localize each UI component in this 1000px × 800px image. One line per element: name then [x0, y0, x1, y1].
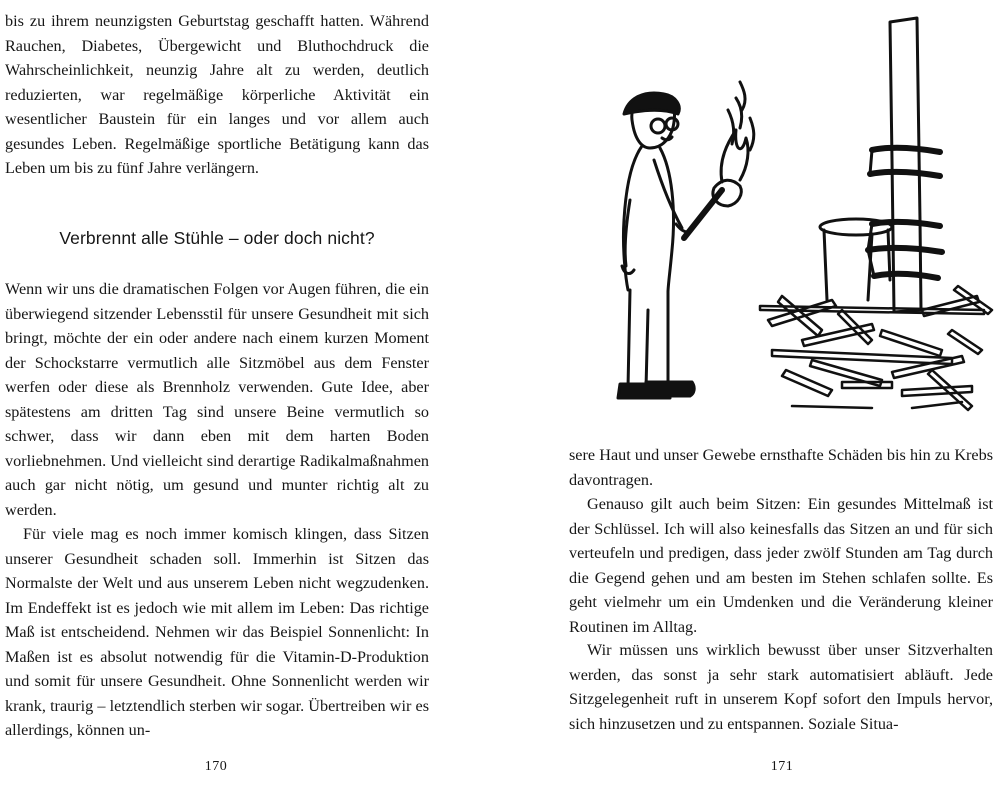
left-paragraph-3: Für viele mag es noch immer komisch klingen, dass Sitzen unserer Gesundheit schaden soll. Immerhin ist Sitzen das Normalste der Welt und aus unserem Leben nicht wegzudenken. Im Endeffekt ist es jedoch wie mit allem im Leben: Das richtige Maß ist entscheidend. Nehmen wir das Beispiel Sonnenlicht: In Maßen ist es absolut notwendig für die Vitamin-D-Produktion und somit für unsere Gesundheit. Ohne Sonnenlicht werden wir krank, traurig – letztendlich sterben wir sogar. Übertreiben wir es allerdings, können un- — [5, 525, 429, 739]
rope-icon — [868, 148, 942, 278]
section-heading: Verbrennt alle Stühle – oder doch nicht? — [59, 228, 375, 248]
page-number-left: 170 — [204, 759, 228, 774]
right-paragraph-1: sere Haut und unser Gewebe ernsthafte Schäden bis hin zu Krebs davontragen. — [569, 446, 993, 489]
woodpile-icon — [760, 286, 992, 410]
page-number-right: 171 — [770, 759, 794, 774]
left-paragraph-1: bis zu ihrem neunzigsten Geburtstag geschafft hatten. Während Rauchen, Diabetes, Übergewicht und Bluthochdruck die Wahrscheinlichkeit, neunzig Jahre alt zu werden, deutlich reduzierten, war regelmäßige körperliche Aktivität ein wesentlicher Baustein für ein langes und vor allem auch gesundes Leben. Regelmäßige sportliche Betätigung kann das Leben um bis zu fünf Jahre verlängern. — [5, 12, 429, 177]
right-paragraph-3: Wir müssen uns wirklich bewusst über unser Sitzverhalten werden, das sonst ja sehr stark automatisiert abläuft. Jede Sitzgelegenheit ruft in unserem Kopf sofort den Impuls hervor, sich hinzusetzen und zu entspannen. Soziale Situa- — [569, 641, 993, 733]
right-page — [500, 0, 1000, 800]
stake-post-icon — [890, 18, 921, 312]
right-paragraph-2: Genauso gilt auch beim Sitzen: Ein gesundes Mittelmaß ist der Schlüssel. Ich will also keinesfalls das Sitzen an und für sich verteufeln und predigen, dass jeder zwölf Stunden am Tag durch die Gegend gehen und am besten im Stehen schlafen sollte. Es geht vielmehr um ein Umdenken und die Veränderung kleiner Routinen im Alltag. — [569, 495, 993, 636]
illustration — [572, 10, 1000, 420]
left-paragraph-2: Wenn wir uns die dramatischen Folgen vor Augen führen, die ein überwiegend sitzender Lebensstil für unsere Gesundheit mit sich bringt, möchte der ein oder andere nach einem kurzen Moment der Schockstarre vermutlich alle Sitzmöbel aus dem Fenster werfen oder diese als Brennholz verwenden. Gute Idee, aber spätestens am dritten Tag sind unsere Beine vermutlich so schwer, dass wir dann eben mit dem harten Boden vorliebnehmen. Und vielleicht sind derartige Radikalmaßnahmen auch gar nicht nötig, um gesund und munter richtig alt zu werden. — [5, 280, 429, 519]
man-with-torch-icon — [618, 82, 754, 398]
chair-icon — [820, 219, 892, 300]
